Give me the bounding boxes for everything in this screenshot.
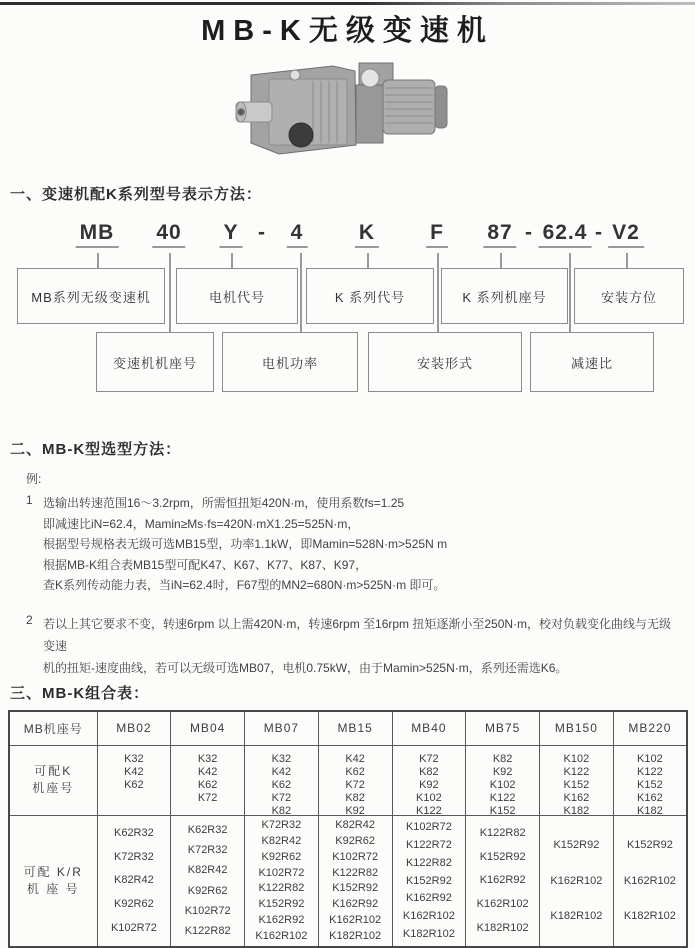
table-row [9, 815, 687, 947]
gear-motor-photo [235, 55, 450, 163]
model-code: K92 [419, 778, 439, 791]
motor-body [383, 80, 447, 134]
model-code: K122 [416, 804, 442, 817]
example-text-line: 根据型号规格表无级可选MB15型，功率1.1kW，即Mamin=528N·m>525N m [43, 537, 448, 551]
row-header-line: 可配 K/R [23, 864, 83, 879]
model-code: K92R62 [335, 835, 375, 848]
example-text-line: 选输出转速范围16～3.2rpm，所需恒扭矩420N·m，使用系数fs=1.25 [43, 496, 405, 510]
combination-table [8, 710, 688, 948]
model-code: K182R102 [476, 921, 529, 934]
table-column-header: MB75 [466, 711, 540, 745]
table-cell [97, 815, 171, 947]
model-code-list [171, 816, 244, 946]
model-code: K62 [271, 778, 292, 791]
model-code: K102R72 [405, 821, 452, 834]
model-code: K82 [492, 752, 513, 765]
model-code: K182R102 [329, 929, 382, 942]
model-code-list [98, 748, 171, 813]
table-cell [466, 745, 540, 815]
code-token-dash3: - [595, 221, 603, 244]
model-code-list [98, 816, 171, 946]
model-code-diagram [0, 213, 695, 398]
model-code: K122R72 [405, 839, 452, 851]
model-code: K102 [563, 752, 590, 765]
example-item-number: 1 [26, 493, 33, 507]
model-code: K162R102 [402, 910, 455, 922]
model-code: K152R92 [405, 874, 452, 887]
row-header-line: 机座号 [32, 781, 75, 795]
model-code: K72R32 [113, 850, 154, 863]
model-code: K32 [124, 752, 144, 765]
legend-box-variator-frame: 变速机机座号 [96, 332, 214, 392]
top-horizontal-rule [0, 2, 695, 5]
table-column-header: MB40 [392, 711, 466, 745]
connector-line [300, 253, 302, 332]
example-label: 例: [26, 472, 42, 486]
example-item-2 [26, 613, 681, 679]
model-code: K162 [563, 791, 590, 804]
table-column-header: MB02 [97, 711, 171, 745]
connector-line [626, 253, 628, 268]
table-cell [613, 745, 687, 815]
inspection-plug [290, 70, 300, 80]
model-code: K102 [489, 778, 516, 791]
selection-example [26, 470, 681, 696]
section2-heading: 二、MB-K型选型方法： [10, 441, 182, 458]
table-column-header: MB07 [245, 711, 319, 745]
model-code: K42 [197, 765, 218, 778]
model-code: K162R102 [255, 929, 308, 942]
table-cell [392, 815, 466, 947]
connector-line [231, 253, 233, 268]
code-token-40: 40 [152, 221, 185, 248]
example-item-lines [43, 613, 681, 679]
model-code-list [614, 748, 686, 817]
connector-line [97, 253, 99, 268]
model-code: K162R102 [476, 898, 529, 911]
model-code: K82 [419, 765, 439, 778]
section3-heading: 三、MB-K组合表： [10, 685, 150, 702]
model-code: K62R32 [113, 827, 154, 840]
legend-box-ratio: 减速比 [530, 332, 654, 392]
model-code: K162R92 [332, 898, 379, 911]
model-code-list [614, 816, 686, 946]
code-token-y: Y [219, 221, 242, 248]
model-code: K92 [492, 765, 513, 778]
model-code: K152R92 [553, 839, 600, 851]
table-cell [613, 815, 687, 947]
table-row [9, 745, 687, 815]
legend-box-k-series-code: K 系列代号 [306, 268, 434, 324]
model-code: K102 [416, 791, 442, 804]
row-header-line: 可配K [34, 764, 73, 778]
model-code: K92R62 [187, 884, 228, 897]
model-code: K102R72 [332, 850, 379, 863]
model-code: K72 [419, 752, 439, 765]
code-token-dash2: - [525, 221, 533, 244]
example-text-line: 查K系列传动能力表，当iN=62.4时，F67型的MN2=680N·m>525N·m 即可。 [43, 578, 446, 592]
model-code: K152 [563, 778, 590, 791]
code-token-k: K [355, 221, 379, 248]
model-code: K82 [345, 791, 365, 804]
model-code-list [245, 748, 318, 817]
legend-box-motor-power: 电机功率 [222, 332, 358, 392]
model-code: K82R42 [261, 835, 302, 848]
model-code: K72 [197, 791, 218, 804]
example-item-1 [26, 493, 681, 596]
model-code-list [540, 816, 613, 946]
example-text-line: 若以上其它要求不变，转速6rpm 以上需420N·m，转速6rpm 至16rpm 扭矩逐渐小至250N·m，校对负载变化曲线与无级变速 [43, 616, 672, 653]
model-code: K162R102 [329, 913, 382, 926]
model-code: K82 [271, 804, 292, 817]
model-code-list [245, 816, 318, 946]
table-column-header: MB220 [613, 711, 687, 745]
example-item-lines [43, 493, 447, 596]
model-code: K72 [345, 778, 365, 791]
model-code: K62 [124, 778, 144, 791]
model-code: K122 [489, 791, 516, 804]
code-token-87: 87 [483, 221, 516, 248]
model-code: K122R82 [405, 856, 452, 869]
model-code: K102R72 [258, 866, 305, 879]
legend-box-mb-series: MB系列无级变速机 [17, 268, 165, 324]
model-code: K122 [637, 765, 663, 778]
legend-box-motor-code: 电机代号 [176, 268, 298, 324]
model-code-list [466, 748, 539, 817]
example-text-line: 即减速比iN=62.4，Mamin≥Ms·fs=420N·mX1.25=525N·m， [43, 516, 360, 531]
model-code-list [393, 816, 466, 946]
model-code: K152 [489, 804, 516, 817]
model-code-list [319, 816, 392, 946]
model-code: K162R92 [479, 874, 526, 887]
model-code: K152R92 [479, 850, 526, 863]
model-code: K162R92 [258, 913, 305, 926]
model-code: K72 [271, 791, 292, 804]
model-code-list [540, 748, 613, 817]
section1-heading: 一、变速机配K系列型号表示方法： [10, 186, 262, 203]
table-cell [540, 815, 614, 947]
output-shaft [236, 102, 272, 122]
table-cell [392, 745, 466, 815]
model-code: K162R102 [550, 874, 603, 887]
model-code: K102R72 [184, 904, 231, 917]
model-code-list [319, 748, 392, 817]
table-cell [318, 745, 392, 815]
legend-box-mount-type: 安装形式 [368, 332, 522, 392]
model-code: K122R82 [258, 882, 305, 895]
connector-line [500, 253, 502, 268]
code-token-4: 4 [287, 221, 308, 248]
model-code: K92R62 [261, 850, 302, 863]
model-code: K152 [637, 778, 663, 791]
code-token-dash1: - [258, 221, 266, 244]
model-code: K72R32 [187, 844, 228, 857]
table-cell [97, 745, 171, 815]
model-code: K102 [637, 752, 663, 765]
connector-line [367, 253, 369, 268]
table-column-header: MB150 [540, 711, 614, 745]
legend-box-k-frame-size: K 系列机座号 [441, 268, 568, 324]
example-text-line: 根据MB-K组合表MB15型可配K47、K67、K77、K87、K97， [43, 557, 368, 572]
model-code: K122 [563, 765, 590, 778]
model-code: K92R62 [113, 898, 154, 911]
model-code: K152R92 [258, 898, 305, 911]
model-code: K42 [124, 765, 144, 778]
code-token-mb: MB [76, 221, 119, 248]
connector-line [169, 253, 171, 332]
model-code: K42 [271, 765, 292, 778]
table-cell [466, 815, 540, 947]
model-code-list [466, 816, 539, 946]
legend-box-mount-position: 安装方位 [574, 268, 684, 324]
code-token-f: F [426, 221, 448, 248]
model-code: K162 [637, 791, 663, 804]
housing-bore [289, 123, 313, 147]
model-code-list [171, 748, 244, 813]
model-code: K42 [345, 752, 365, 765]
model-code: K182R102 [402, 927, 455, 940]
model-code: K32 [271, 752, 292, 765]
model-code-list [393, 748, 466, 817]
combination-table-body [9, 745, 687, 947]
table-cell [171, 745, 245, 815]
table-corner-header: MB机座号 [9, 711, 97, 745]
table-column-header: MB04 [171, 711, 245, 745]
model-code: K122R82 [479, 827, 526, 840]
code-token-62-4: 62.4 [539, 221, 592, 248]
model-code: K182R102 [623, 910, 676, 922]
model-code: K82R42 [335, 819, 375, 832]
model-code: K162R102 [623, 874, 676, 887]
combination-table-head-row [9, 711, 687, 745]
table-cell [245, 745, 319, 815]
table-cell [171, 815, 245, 947]
table-row-header [9, 815, 97, 947]
example-text-line: 机的扭矩-速度曲线，若可以无级可选MB07，电机0.75kW，由于Mamin>525N·m，系列还需选K6。 [43, 660, 568, 675]
table-cell [245, 815, 319, 947]
model-code: K102R72 [110, 921, 157, 934]
model-code: K82R42 [113, 874, 154, 887]
connector-line [569, 253, 571, 332]
model-code: K82R42 [187, 864, 228, 877]
code-token-v2: V2 [608, 221, 644, 248]
model-code: K182 [637, 804, 663, 817]
example-item-number: 2 [26, 612, 33, 627]
table-column-header: MB15 [318, 711, 392, 745]
model-code: K162R92 [405, 892, 452, 905]
model-code: K182R102 [550, 910, 603, 922]
model-code: K152R92 [332, 882, 379, 895]
model-code: K182 [563, 804, 590, 817]
model-code: K62 [345, 765, 365, 778]
row-header-line: 机 座 号 [26, 881, 80, 896]
model-code: K122R82 [332, 866, 379, 879]
model-code: K72R32 [261, 819, 302, 832]
model-code: K62R32 [187, 823, 228, 836]
model-code: K32 [197, 752, 218, 765]
connector-line [437, 253, 439, 332]
model-code: K62 [197, 778, 218, 791]
model-code: K92 [345, 804, 365, 817]
model-code: K122R82 [184, 925, 231, 938]
table-cell [318, 815, 392, 947]
model-code: K152R92 [626, 839, 673, 851]
page-title: MB-K无级变速机 [201, 15, 494, 47]
table-row-header [9, 745, 97, 815]
table-cell [540, 745, 614, 815]
